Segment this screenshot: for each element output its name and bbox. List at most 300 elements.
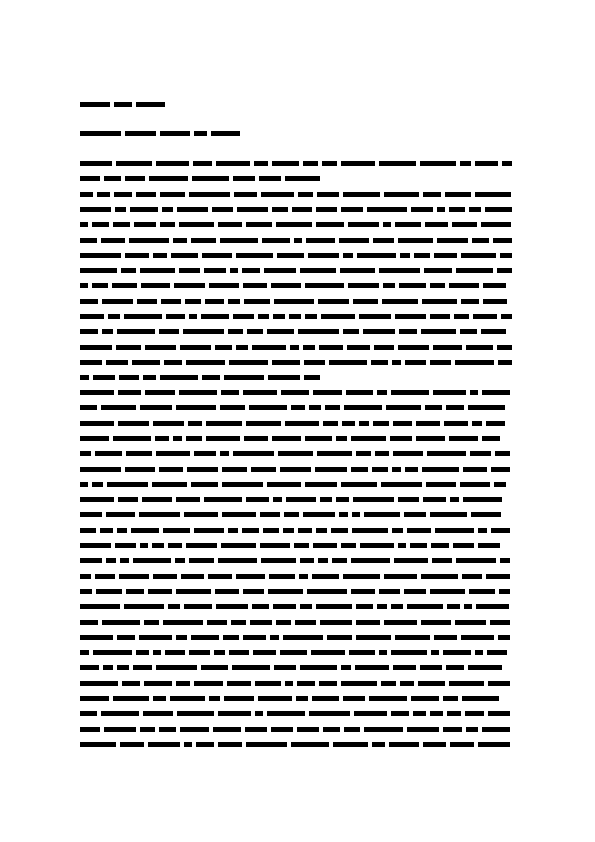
text-word — [315, 467, 347, 472]
text-word — [351, 467, 368, 472]
text-word — [475, 192, 511, 197]
text-word — [250, 620, 272, 625]
text-word — [341, 665, 351, 670]
text-word — [391, 390, 429, 395]
text-word — [298, 329, 339, 334]
text-word — [356, 635, 391, 640]
text-word — [487, 650, 507, 655]
text-word — [452, 222, 477, 227]
text-word — [80, 268, 117, 273]
text-word — [233, 314, 254, 319]
text-word — [95, 574, 115, 579]
text-word — [426, 482, 456, 487]
text-word — [153, 696, 166, 701]
text-word — [183, 329, 224, 334]
text-word — [222, 467, 247, 472]
text-word — [353, 497, 394, 502]
text-word — [202, 375, 220, 380]
text-word — [106, 512, 135, 517]
text-word — [381, 681, 396, 686]
text-word — [155, 436, 169, 441]
text-line — [80, 726, 510, 732]
text-word — [475, 161, 498, 166]
text-word — [466, 727, 478, 732]
text-word — [80, 742, 116, 747]
text-word — [319, 681, 337, 686]
text-word — [80, 314, 104, 319]
text-word — [404, 589, 426, 594]
text-word — [176, 405, 216, 410]
text-word — [140, 268, 175, 273]
text-word — [184, 512, 218, 517]
text-word — [249, 405, 287, 410]
text-word — [179, 222, 214, 227]
text-word — [132, 360, 160, 365]
text-word — [422, 299, 457, 304]
text-word — [186, 543, 217, 548]
text-word — [114, 102, 132, 107]
text-word — [449, 436, 478, 441]
text-word — [393, 665, 416, 670]
text-line — [80, 404, 505, 410]
text-word — [321, 314, 355, 319]
text-word — [246, 222, 272, 227]
text-word — [280, 650, 307, 655]
text-word — [357, 253, 396, 258]
text-line — [80, 680, 510, 686]
text-word — [369, 696, 407, 701]
text-word — [236, 345, 248, 350]
text-word — [285, 681, 293, 686]
text-word — [430, 360, 451, 365]
text-word — [341, 161, 375, 166]
text-word — [189, 650, 210, 655]
text-word — [204, 268, 226, 273]
text-line — [80, 695, 499, 701]
text-word — [160, 222, 175, 227]
text-word — [215, 589, 239, 594]
text-word — [356, 620, 380, 625]
text-word — [430, 589, 465, 594]
text-word — [471, 512, 501, 517]
text-word — [209, 696, 220, 701]
text-word — [139, 635, 172, 640]
text-word — [107, 482, 148, 487]
text-line — [80, 374, 320, 380]
text-word — [125, 253, 149, 258]
text-word — [304, 375, 320, 380]
text-word — [102, 299, 133, 304]
text-word — [196, 742, 214, 747]
text-word — [383, 283, 395, 288]
text-word — [292, 207, 312, 212]
text-word — [395, 314, 426, 319]
text-word — [371, 360, 388, 365]
text-word — [491, 467, 510, 472]
text-word — [80, 283, 88, 288]
text-word — [230, 268, 238, 273]
text-word — [156, 161, 189, 166]
text-word — [374, 345, 394, 350]
text-line — [80, 389, 510, 395]
text-word — [475, 650, 483, 655]
text-word — [283, 635, 323, 640]
text-word — [398, 345, 429, 350]
text-word — [285, 176, 320, 181]
text-word — [343, 329, 359, 334]
text-word — [102, 329, 113, 334]
text-word — [80, 375, 89, 380]
text-word — [159, 467, 183, 472]
text-word — [97, 192, 110, 197]
text-word — [274, 299, 314, 304]
text-word — [139, 512, 180, 517]
text-word — [456, 268, 493, 273]
text-word — [125, 131, 156, 136]
text-line — [80, 221, 511, 227]
text-word — [348, 222, 379, 227]
text-word — [455, 360, 494, 365]
text-word — [234, 192, 257, 197]
text-word — [405, 467, 418, 472]
text-word — [92, 482, 103, 487]
text-word — [93, 375, 115, 380]
text-word — [283, 528, 294, 533]
text-line — [80, 710, 510, 716]
text-word — [317, 451, 352, 456]
text-word — [359, 314, 391, 319]
text-word — [300, 268, 336, 273]
text-word — [420, 665, 442, 670]
text-word — [180, 345, 211, 350]
text-word — [343, 192, 380, 197]
text-word — [373, 421, 389, 426]
text-line — [80, 557, 510, 563]
text-word — [379, 650, 387, 655]
text-word — [393, 451, 423, 456]
document-heading — [0, 0, 1, 1]
text-word — [482, 436, 500, 441]
text-word — [294, 238, 302, 243]
text-word — [455, 620, 486, 625]
text-word — [231, 620, 246, 625]
text-word — [478, 543, 500, 548]
text-word — [280, 467, 311, 472]
text-word — [473, 314, 497, 319]
text-word — [469, 589, 495, 594]
text-word — [211, 131, 240, 136]
text-word — [305, 283, 344, 288]
text-line — [80, 328, 506, 334]
text-word — [207, 620, 227, 625]
text-word — [339, 512, 348, 517]
text-word — [272, 436, 301, 441]
text-word — [341, 543, 356, 548]
text-word — [430, 283, 445, 288]
text-word — [80, 497, 114, 502]
text-word — [194, 451, 216, 456]
text-word — [208, 574, 232, 579]
text-word — [121, 268, 136, 273]
text-word — [255, 681, 281, 686]
text-line — [80, 573, 510, 579]
text-word — [348, 283, 379, 288]
text-word — [80, 574, 91, 579]
text-word — [163, 620, 203, 625]
text-word — [80, 635, 113, 640]
text-word — [177, 207, 208, 212]
text-word — [356, 604, 373, 609]
text-word — [80, 161, 112, 166]
text-word — [117, 665, 129, 670]
text-word — [449, 681, 484, 686]
text-line — [80, 466, 510, 472]
text-word — [323, 727, 340, 732]
text-word — [298, 528, 312, 533]
text-word — [80, 238, 97, 243]
text-word — [233, 451, 274, 456]
text-word — [414, 253, 430, 258]
text-word — [136, 192, 156, 197]
text-word — [261, 192, 294, 197]
text-word — [407, 727, 439, 732]
text-word — [281, 390, 309, 395]
text-word — [268, 589, 303, 594]
text-word — [191, 635, 219, 640]
text-word — [152, 543, 164, 548]
text-word — [332, 558, 347, 563]
text-word — [136, 650, 149, 655]
text-word — [148, 589, 172, 594]
text-word — [433, 345, 462, 350]
text-word — [372, 467, 388, 472]
text-word — [342, 421, 355, 426]
text-word — [351, 558, 390, 563]
text-word — [194, 528, 224, 533]
text-word — [118, 497, 138, 502]
text-line — [80, 237, 512, 243]
text-word — [486, 421, 505, 426]
text-line — [80, 313, 512, 319]
text-word — [340, 268, 375, 273]
text-word — [205, 299, 224, 304]
text-word — [430, 512, 467, 517]
text-word — [346, 390, 373, 395]
text-word — [355, 665, 389, 670]
text-word — [423, 192, 441, 197]
text-word — [206, 436, 240, 441]
text-word — [166, 314, 185, 319]
text-word — [189, 558, 214, 563]
text-word — [237, 207, 268, 212]
text-word — [470, 451, 491, 456]
text-word — [269, 574, 295, 579]
text-word — [372, 742, 385, 747]
text-word — [254, 161, 268, 166]
text-word — [114, 192, 132, 197]
text-word — [291, 742, 329, 747]
text-word — [398, 543, 406, 548]
text-word — [297, 681, 315, 686]
text-word — [423, 742, 446, 747]
text-word — [311, 650, 345, 655]
text-word — [129, 238, 169, 243]
text-word — [246, 421, 281, 426]
document-subheading — [0, 0, 1, 1]
text-line — [80, 450, 510, 456]
text-word — [277, 253, 304, 258]
text-word — [341, 207, 363, 212]
text-word — [476, 604, 509, 609]
text-word — [322, 161, 337, 166]
text-word — [462, 696, 499, 701]
text-word — [437, 207, 445, 212]
text-word — [300, 604, 312, 609]
text-word — [483, 283, 506, 288]
text-word — [351, 589, 375, 594]
text-word — [125, 467, 155, 472]
text-word — [246, 497, 269, 502]
text-word — [482, 727, 510, 732]
text-word — [80, 222, 88, 227]
text-word — [80, 696, 109, 701]
text-word — [398, 238, 433, 243]
text-word — [461, 299, 479, 304]
text-word — [486, 574, 510, 579]
text-word — [236, 253, 273, 258]
text-word — [80, 620, 98, 625]
text-word — [425, 405, 442, 410]
text-word — [352, 512, 360, 517]
text-word — [227, 681, 251, 686]
text-word — [453, 543, 474, 548]
text-word — [117, 635, 135, 640]
text-word — [430, 711, 443, 716]
text-word — [407, 528, 431, 533]
text-word — [500, 253, 512, 258]
text-word — [136, 102, 165, 107]
text-word — [133, 558, 171, 563]
text-word — [481, 222, 511, 227]
text-word — [164, 360, 182, 365]
text-word — [384, 620, 417, 625]
text-word — [103, 665, 113, 670]
text-word — [276, 620, 291, 625]
text-word — [194, 131, 207, 136]
text-word — [466, 345, 493, 350]
text-word — [424, 268, 452, 273]
text-word — [383, 222, 391, 227]
text-word — [333, 742, 368, 747]
text-word — [394, 558, 428, 563]
text-word — [188, 421, 202, 426]
text-word — [303, 345, 315, 350]
text-word — [446, 405, 464, 410]
text-word — [202, 253, 232, 258]
text-word — [449, 283, 479, 288]
text-word — [343, 696, 365, 701]
text-word — [389, 742, 419, 747]
text-word — [80, 207, 111, 212]
text-word — [460, 329, 477, 334]
text-line — [80, 191, 511, 197]
text-word — [176, 635, 187, 640]
text-word — [468, 405, 505, 410]
text-word — [184, 742, 192, 747]
text-word — [80, 681, 118, 686]
text-line — [80, 101, 165, 107]
text-word — [498, 360, 512, 365]
text-word — [159, 727, 176, 732]
text-word — [443, 650, 471, 655]
text-word — [312, 696, 339, 701]
text-word — [464, 604, 472, 609]
text-word — [144, 620, 159, 625]
text-word — [449, 207, 465, 212]
text-word — [425, 222, 448, 227]
text-word — [331, 528, 348, 533]
text-word — [447, 604, 460, 609]
text-word — [163, 528, 190, 533]
text-word — [246, 742, 287, 747]
text-word — [263, 528, 279, 533]
text-word — [490, 620, 510, 625]
text-word — [189, 314, 197, 319]
text-word — [421, 329, 456, 334]
text-word — [221, 543, 256, 548]
text-word — [80, 711, 97, 716]
text-word — [106, 558, 116, 563]
text-word — [223, 635, 239, 640]
text-word — [189, 192, 230, 197]
text-word — [220, 238, 258, 243]
text-word — [80, 102, 110, 107]
text-line — [80, 741, 510, 747]
text-word — [410, 543, 427, 548]
text-word — [469, 207, 481, 212]
text-word — [224, 696, 254, 701]
text-word — [443, 696, 458, 701]
text-word — [186, 360, 225, 365]
text-word — [260, 512, 280, 517]
text-word — [228, 528, 238, 533]
text-word — [286, 497, 316, 502]
text-word — [201, 314, 229, 319]
text-word — [309, 405, 321, 410]
text-word — [343, 253, 353, 258]
text-word — [430, 314, 450, 319]
text-word — [253, 650, 276, 655]
text-line — [80, 588, 510, 594]
text-word — [92, 283, 108, 288]
text-word — [300, 558, 314, 563]
text-word — [206, 421, 242, 426]
text-word — [224, 375, 264, 380]
text-word — [116, 161, 152, 166]
text-word — [306, 238, 335, 243]
text-word — [260, 543, 290, 548]
text-word — [390, 436, 412, 441]
text-word — [228, 329, 243, 334]
text-word — [444, 421, 468, 426]
text-word — [80, 131, 121, 136]
text-word — [478, 742, 510, 747]
text-word — [391, 650, 427, 655]
text-word — [304, 360, 325, 365]
text-word — [80, 727, 100, 732]
text-word — [181, 574, 204, 579]
text-word — [80, 512, 102, 517]
